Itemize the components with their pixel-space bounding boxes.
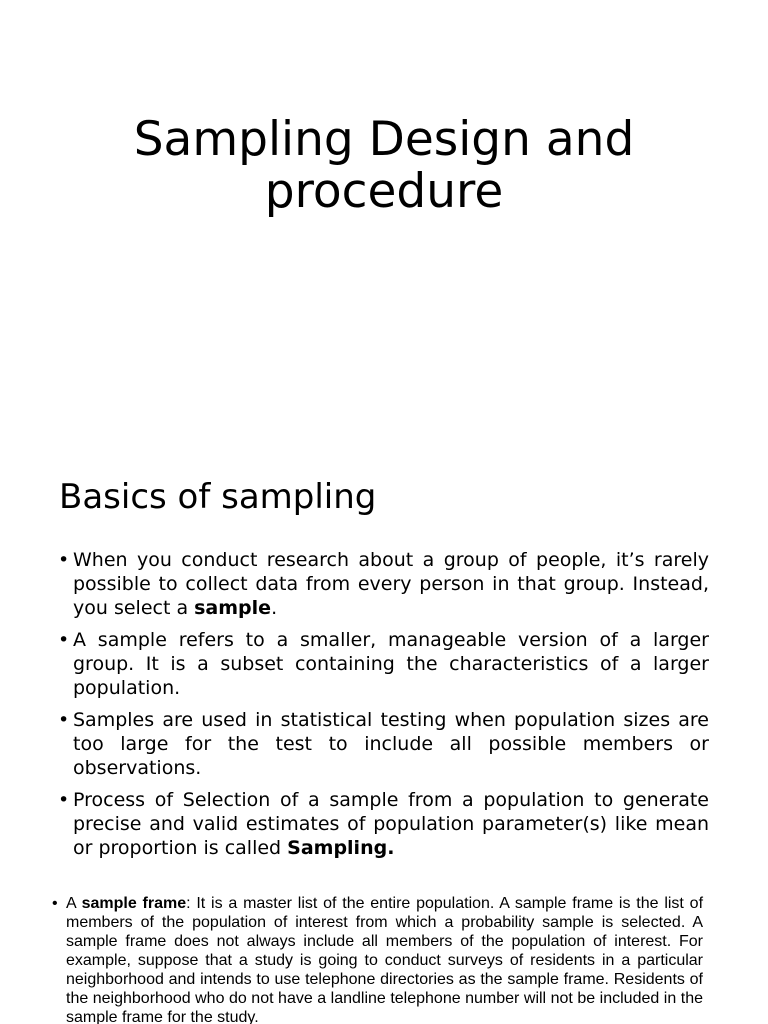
- bullet-icon: •: [58, 549, 70, 571]
- slide-title: [0, 0, 768, 432]
- bullet-bold-text: sample: [194, 597, 272, 619]
- bullet-icon: •: [58, 629, 70, 651]
- bullet-text: When you conduct research about a group of people, it’s rarely possible to collect data from every person in that group. Instead, you select a: [73, 549, 709, 619]
- bullet-icon: •: [52, 895, 58, 912]
- slide-basics-of-sampling: [0, 432, 768, 864]
- list-item: [58, 788, 709, 860]
- bullet-list: [58, 548, 709, 868]
- list-item: [58, 628, 709, 700]
- bullet-bold-text: Sampling.: [287, 837, 395, 859]
- bullet-text: A sample refers to a smaller, manageable version of a larger group. It is a subset containing the characteristics of a larger population.: [73, 629, 709, 699]
- bullet-list: [52, 894, 703, 1024]
- bullet-text: : It is a master list of the entire population. A sample frame is the list of members of the population of interest from which a probability sample is selected. A sample frame does not always include all members of the population of interest. For example, suppose that a study is going to conduct surveys of residents in a particular neighborhood and intends to use telephone directories as the sample frame. Residents of the neighborhood who do not have a landline telephone number will not be included in the sample frame for the study.: [66, 895, 704, 1024]
- bullet-text: Process of Selection of a sample from a population to generate precise and valid estimates of population parameter(s) like mean or proportion is called: [73, 789, 709, 859]
- title-line-2: procedure: [264, 164, 504, 219]
- list-item: [58, 548, 709, 620]
- title-line-1: Sampling Design and: [133, 112, 635, 167]
- bullet-lead: A: [66, 895, 82, 912]
- list-item: [58, 708, 709, 780]
- slide-sample-frame: [0, 864, 768, 1024]
- bullet-icon: •: [58, 789, 70, 811]
- presentation-title: [0, 114, 768, 218]
- bullet-text: Samples are used in statistical testing when population sizes are too large for the test to include all possible members or observations.: [73, 709, 709, 779]
- list-item: [52, 894, 703, 1024]
- slide-heading: Basics of sampling: [59, 477, 377, 517]
- bullet-icon: •: [58, 709, 70, 731]
- bullet-text-end: .: [271, 597, 278, 619]
- bullet-bold-text: sample frame: [81, 895, 187, 912]
